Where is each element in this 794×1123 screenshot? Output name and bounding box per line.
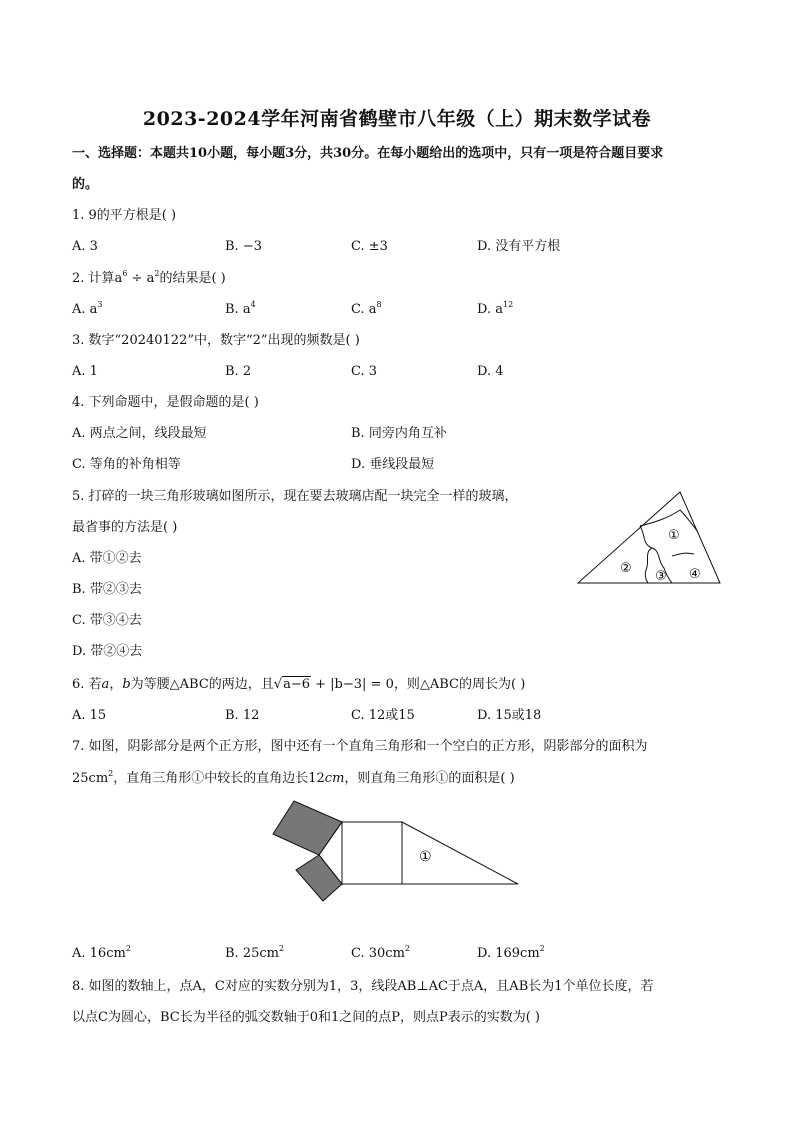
- q6-sep: ，: [109, 677, 123, 692]
- question-3-stem: 3. 数字“20240122”中，数字“2”出现的频数是( ): [72, 333, 360, 348]
- q2-stem-pre: 2. 计算: [72, 271, 115, 286]
- q2-expr-div: ÷: [127, 271, 147, 286]
- q7-option-c-exp: 2: [404, 944, 410, 953]
- q1-option-c: C. ±3: [351, 239, 388, 254]
- q2-option-b-label: B. a: [225, 302, 251, 317]
- q4-option-b: B. 同旁内角互补: [351, 426, 447, 441]
- q6-stem-mid: 为等腰△ABC的两边，且: [130, 677, 274, 692]
- q2-option-d-label: D. a: [477, 302, 503, 317]
- q7-option-a-label: A. 16cm: [72, 946, 126, 961]
- q6-var-a: a: [101, 677, 110, 692]
- q2-option-d-exp: 12: [502, 300, 514, 309]
- question-1-stem: 1. 9的平方根是( ): [72, 208, 177, 223]
- q6-option-a: A. 15: [72, 708, 107, 723]
- question-5-stem-line1: 5. 打碎的一块三角形玻璃如图所示，现在要去玻璃店配一块完全一样的玻璃，: [72, 489, 518, 504]
- q7-area-value: 25cm: [72, 771, 109, 786]
- q1-option-d: D. 没有平方根: [477, 239, 561, 254]
- q5-option-d: D. 带②④去: [72, 644, 143, 659]
- fig5-label-4: ④: [689, 567, 701, 582]
- q3-option-a: A. 1: [72, 364, 98, 379]
- q6-sqrt: √a−6: [273, 677, 311, 692]
- q7-option-d: [477, 945, 545, 963]
- section-instructions-line2: 的。: [72, 177, 99, 192]
- q5-option-a: A. 带①②去: [72, 551, 142, 566]
- q6-var-b: b: [122, 677, 131, 692]
- q7-option-d-exp: 2: [539, 944, 545, 953]
- q7-stem-post: ，则直角三角形①的面积是( ): [344, 771, 515, 786]
- q3-option-d: D. 4: [477, 364, 504, 379]
- q4-option-a: A. 两点之间，线段最短: [72, 426, 207, 441]
- broken-glass-triangle-figure: [574, 488, 724, 588]
- q2-expr-exp2: 2: [154, 269, 160, 278]
- q1-option-b: B. −3: [225, 239, 262, 254]
- q6-option-c: C. 12或15: [351, 708, 415, 723]
- q6-option-b: B. 12: [225, 708, 260, 723]
- fig5-label-1: ①: [668, 528, 680, 543]
- q6-option-d: D. 15或18: [477, 708, 542, 723]
- question-8-stem-line1: 8. 如图的数轴上，点A，C对应的实数分别为1，3，线段AB⊥AC于点A，且AB长为1个单位长度，若: [72, 979, 654, 994]
- fig5-label-3: ③: [655, 569, 667, 584]
- fig7-label-1: ①: [419, 849, 432, 865]
- q1-option-a: A. 3: [72, 239, 98, 254]
- question-7-stem-line2: [72, 770, 515, 788]
- q7-option-c-label: C. 30cm: [351, 946, 405, 961]
- q6-sqrt-content: a−6: [283, 677, 311, 692]
- q2-expr-a1: a: [114, 271, 123, 286]
- question-7-stem-line1: 7. 如图，阴影部分是两个正方形，图中还有一个直角三角形和一个空白的正方形，阴影部分的面积为: [72, 739, 648, 754]
- question-8-stem-line2: 以点C为圆心，BC长为半径的弧交数轴于0和1之间的点P，则点P表示的实数为( ): [72, 1010, 541, 1025]
- q2-option-a-label: A. a: [72, 302, 98, 317]
- q2-option-b-exp: 4: [250, 300, 256, 309]
- q3-option-c: C. 3: [351, 364, 378, 379]
- q6-stem-post: 则△ABC的周长为( ): [406, 677, 526, 692]
- q2-option-a: [72, 301, 103, 319]
- q6-equation: + |b−3| = 0，: [311, 677, 407, 692]
- q5-option-b: B. 带②③去: [72, 582, 142, 597]
- q2-expr-a2: a: [146, 271, 155, 286]
- q7-option-a: [72, 945, 131, 963]
- q7-option-c: [351, 945, 410, 963]
- q3-option-b: B. 2: [225, 364, 252, 379]
- q2-option-a-exp: 3: [97, 300, 103, 309]
- fig5-label-2: ②: [620, 561, 632, 576]
- q2-option-c-exp: 8: [376, 300, 382, 309]
- q2-option-c-label: C. a: [351, 302, 377, 317]
- question-6-stem: [72, 676, 525, 694]
- q7-option-a-exp: 2: [125, 944, 131, 953]
- q2-option-c: [351, 301, 382, 319]
- squares-right-triangle-figure: [268, 794, 524, 914]
- q7-option-b-exp: 2: [278, 944, 285, 953]
- q6-stem-pre: 6. 若: [72, 677, 102, 692]
- question-4-stem: 4. 下列命题中，是假命题的是( ): [72, 395, 259, 410]
- q7-option-b-label: B. 25cm: [225, 946, 279, 961]
- q7-area-exp: 2: [108, 769, 114, 778]
- question-2-stem: [72, 270, 226, 288]
- q2-expr-exp1: 6: [122, 269, 128, 278]
- q5-option-c: C. 带③④去: [72, 613, 142, 628]
- page-title: 2023-2024学年河南省鹤壁市八年级（上）期末数学试卷: [142, 108, 652, 130]
- q4-option-d: D. 垂线段最短: [351, 457, 435, 472]
- q7-unit: cm: [324, 771, 345, 786]
- q2-stem-post: 的结果是( ): [159, 271, 226, 286]
- q7-option-b: [225, 945, 284, 963]
- q7-option-d-label: D. 169cm: [477, 946, 540, 961]
- section-instructions-line1: 一、选择题：本题共10小题，每小题3分，共30分。在每小题给出的选项中，只有一项是符合题目要求: [72, 146, 664, 161]
- q2-option-d: [477, 301, 513, 319]
- question-5-stem-line2: 最省事的方法是( ): [72, 520, 178, 535]
- q2-option-b: [225, 301, 256, 319]
- q7-stem-mid: ，直角三角形①中较长的直角边长12: [113, 771, 325, 786]
- q4-option-c: C. 等角的补角相等: [72, 457, 181, 472]
